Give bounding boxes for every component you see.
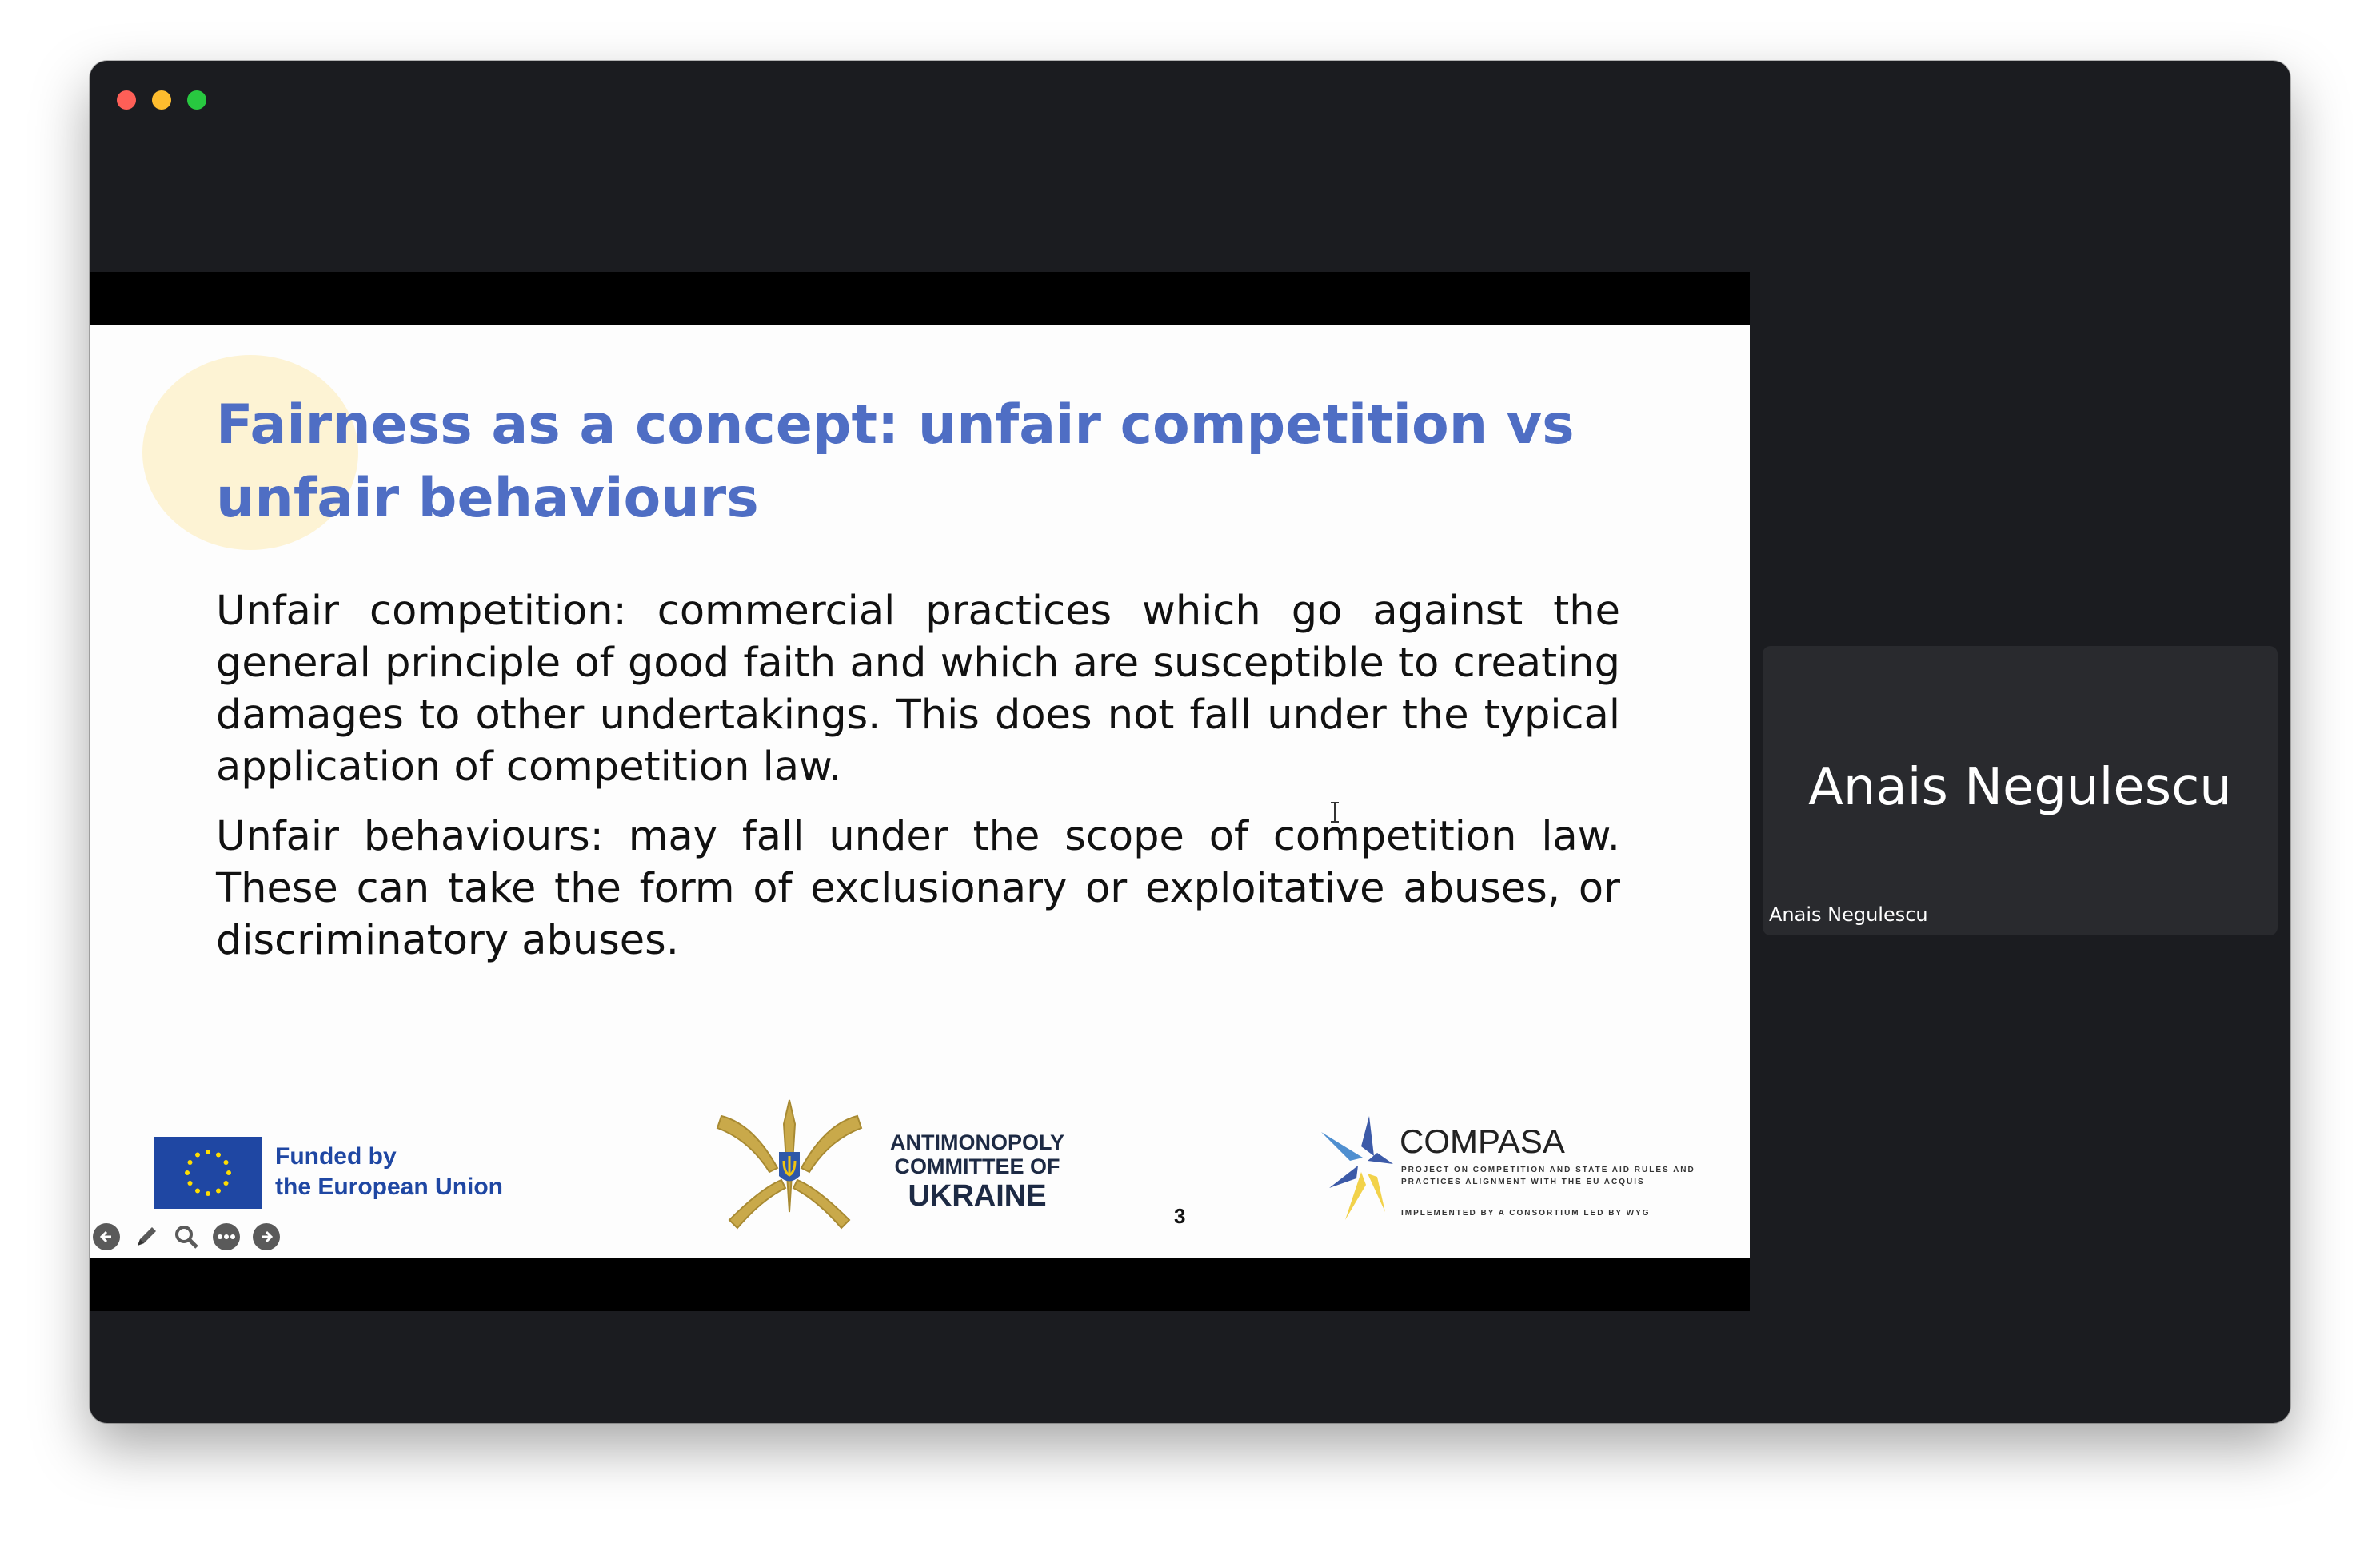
slide-page-number: 3 — [1174, 1204, 1186, 1228]
arrow-right-icon[interactable] — [253, 1223, 280, 1250]
compasa-subtitle: PROJECT ON COMPETITION AND STATE AID RULES AND PRACTICES ALIGNMENT WITH THE EU ACQUIS — [1401, 1166, 1695, 1186]
participant-tile[interactable] — [1763, 646, 2278, 935]
eu-text-line1: Funded by — [275, 1143, 397, 1170]
paragraph-unfair-behaviours: Unfair behaviours: may fall under the scope of competition law. These can take the form of exclusionary or exploitative abuses, or discriminatory abuses. — [216, 813, 1620, 964]
slide-title: Fairness as a concept: unfair competition vs unfair behaviours — [216, 393, 1575, 530]
eu-flag-icon — [154, 1137, 262, 1209]
slide-toolbar — [93, 1223, 280, 1252]
presentation-slide — [90, 325, 1750, 1258]
close-window-button[interactable] — [117, 90, 136, 110]
text-cursor-icon — [1328, 801, 1342, 823]
amcu-text — [873, 1130, 1081, 1214]
eu-funding-text — [275, 1142, 515, 1202]
paragraph-unfair-competition: Unfair competition: commercial practices which go against the general principle of good faith and which are susceptible to creating damages to other undertakings. This does not fall under the typical application of competition law. — [216, 588, 1620, 791]
compasa-name: COMPASA — [1400, 1122, 1565, 1160]
minimize-window-button[interactable] — [152, 90, 171, 110]
slide-body — [216, 585, 1620, 984]
magnifier-icon[interactable] — [173, 1223, 200, 1250]
amcu-text-line3: UKRAINE — [908, 1179, 1047, 1213]
screen-share-area — [90, 272, 1750, 1311]
compasa-star-icon — [1313, 1108, 1401, 1228]
meeting-window — [90, 61, 2290, 1423]
amcu-text-line2: COMMITTEE OF — [894, 1154, 1060, 1178]
amcu-text-line1: ANTIMONOPOLY — [889, 1130, 1065, 1154]
pen-icon[interactable] — [133, 1223, 160, 1250]
amcu-emblem-icon — [705, 1092, 873, 1244]
eu-text-line2: the European Union — [275, 1174, 503, 1200]
participant-name-label: Anais Negulescu — [1769, 903, 1928, 926]
compasa-logo — [1313, 1108, 1713, 1228]
arrow-left-icon[interactable] — [93, 1223, 120, 1250]
participant-display-name: Anais Negulescu — [1808, 758, 2232, 817]
amcu-logo — [705, 1092, 1081, 1244]
fullscreen-window-button[interactable] — [187, 90, 206, 110]
more-icon[interactable] — [213, 1223, 240, 1250]
eu-logo — [154, 1137, 505, 1209]
compasa-implemented: IMPLEMENTED BY A CONSORTIUM LED BY WYG — [1401, 1209, 1651, 1218]
